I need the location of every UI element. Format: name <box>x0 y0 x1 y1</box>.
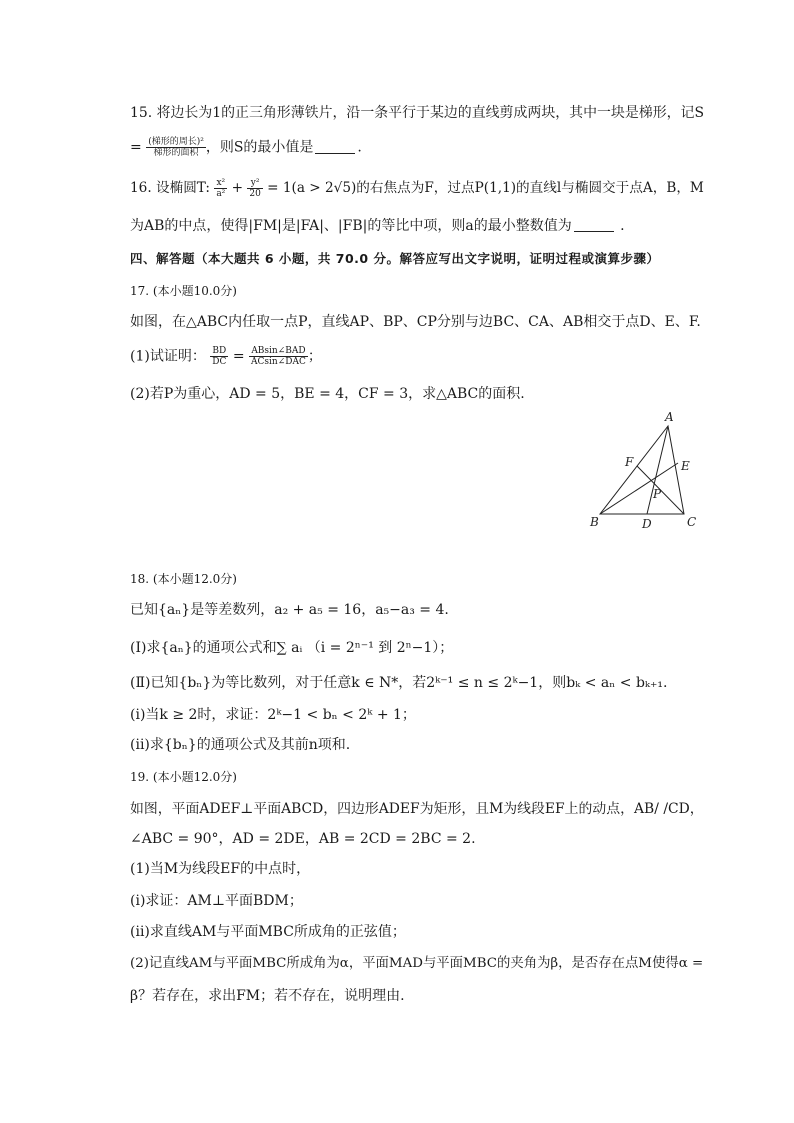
q19-line1 <box>130 799 704 819</box>
q18-part2i-text: (i)当k ≥ 2时，求证：2ᵏ−1 < bₙ < 2ᵏ + 1； <box>130 707 416 723</box>
q15-line1 <box>130 103 704 123</box>
q15-text: 15. 将边长为1的正三角形薄铁片，沿一条平行于某边的直线剪成两块，其中一块是梯形，记S <box>130 105 704 121</box>
q16-x-den: a² <box>216 189 226 199</box>
q19-head <box>130 767 237 787</box>
q17-line1 <box>130 312 701 332</box>
q19-stem2: ∠ABC = 90°，AD = 2DE，AB = 2CD = 2BC = 2. <box>130 831 476 847</box>
q18-part1 <box>130 638 453 658</box>
q19-part2-text1: (2)记直线AM与平面MBC所成角为α，平面MAD与平面MBC的夹角为β，是否存在点M使得α = <box>130 956 704 971</box>
q18-head <box>130 569 237 589</box>
q15-line2 <box>130 137 362 158</box>
label-f: F <box>625 455 634 469</box>
q19-part2-line1 <box>130 954 703 974</box>
q19-line2 <box>130 829 476 849</box>
q17-part1-head: (1)试证明： <box>130 348 206 365</box>
section-4-text: 四、解答题（本大题共 6 小题，共 70.0 分。解答应写出文字说明，证明过程或演算步骤） <box>130 251 660 266</box>
q17-head <box>130 281 237 301</box>
q19-part1ii <box>130 922 406 942</box>
section-4-heading <box>130 249 659 269</box>
q17-rhs-num: ABsin∠BAD <box>249 346 308 357</box>
q15-fraction <box>146 137 206 158</box>
q18-part2 <box>130 673 667 693</box>
q17-lhs-fraction <box>210 346 228 367</box>
q15-eq: = <box>130 139 142 156</box>
q18-part2ii-text: (ii)求{bₙ}的通项公式及其前n项和. <box>130 737 351 753</box>
q17-part1-end: ； <box>307 348 322 365</box>
q19-part2-text2: β？若存在，求出FM；若不存在，说明理由. <box>130 988 405 1004</box>
q17-stem: 如图，在△ABC内任取一点P，直线AP、BP、CP分别与边BC、CA、AB相交于点D、E、F. <box>130 314 701 330</box>
q16-line1 <box>130 178 704 199</box>
q19-part1i-text: (ⅰ)求证：AM⊥平面BDM； <box>130 893 303 909</box>
label-e: E <box>681 459 690 473</box>
q16-y-fraction <box>247 178 262 199</box>
q16-y-num: y² <box>247 178 262 189</box>
q17-lhs-num: BD <box>210 346 228 357</box>
q19-stem1: 如图，平面ADEF⊥平面ABCD，四边形ADEF为矩形，且M为线段EF上的动点，AB/ /CD， <box>130 801 704 817</box>
q17-rhs-fraction <box>249 346 308 367</box>
label-d: D <box>642 517 652 531</box>
q19-part1 <box>130 859 310 879</box>
q16-x-num: x² <box>214 178 227 189</box>
q15-frac-num: (梯形的周长)² <box>148 137 204 147</box>
q19-part1-text: (1)当M为线段EF的中点时， <box>130 861 311 877</box>
q16-x-fraction <box>214 178 227 199</box>
q18-part2-text: (Ⅱ)已知{bₙ}为等比数列，对于任意k ∈ N*，若2ᵏ⁻¹ ≤ n ≤ 2ᵏ−1，则bₖ < aₙ < bₖ₊₁. <box>130 675 668 691</box>
q16-y-den: 20 <box>249 189 261 199</box>
q16-end: . <box>620 218 625 234</box>
segment-be <box>600 463 678 514</box>
q16-answer-blank <box>574 217 614 232</box>
q18-line1 <box>130 600 449 620</box>
q18-part2ii <box>130 735 350 755</box>
triangle-figure <box>585 408 705 533</box>
q17-part1 <box>130 346 322 367</box>
q15-frac-den: 梯形的面积 <box>153 148 199 158</box>
q19-head-text: 19. (本小题12.0分) <box>130 770 237 784</box>
q17-eq: = <box>232 348 245 365</box>
q17-head-text: 17. (本小题10.0分) <box>130 284 237 298</box>
q16-head: 16. 设椭圆T: <box>130 180 210 196</box>
q16-text2: 为AB的中点，使得|FM|是|FA|、|FB|的等比中项，则a的最小整数值为 <box>130 218 572 234</box>
label-c: C <box>687 515 697 529</box>
label-a: A <box>665 410 674 424</box>
q18-stem: 已知{aₙ}是等差数列，a₂ + a₅ = 16，a₅−a₃ = 4. <box>130 602 449 618</box>
q16-plus: + <box>231 180 244 196</box>
q18-part1-text: (Ⅰ)求{aₙ}的通项公式和∑ aᵢ （i = 2ⁿ⁻¹ 到 2ⁿ−1）； <box>130 640 454 656</box>
q16-line2 <box>130 216 625 236</box>
label-b: B <box>590 515 599 529</box>
q17-part2-text: (2)若P为重心，AD = 5，BE = 4，CF = 3，求△ABC的面积. <box>130 386 525 402</box>
q15-tail: ，则S的最小值是 <box>205 139 314 156</box>
q18-head-text: 18. (本小题12.0分) <box>130 572 237 586</box>
q17-part2 <box>130 384 525 404</box>
label-p: P <box>653 487 662 501</box>
q19-part2-line2 <box>130 986 405 1006</box>
q18-part2i <box>130 705 416 725</box>
q17-lhs-den: DC <box>212 357 227 367</box>
q15-end: . <box>357 139 362 156</box>
q15-answer-blank <box>315 139 355 154</box>
q19-part1i <box>130 891 303 911</box>
q17-rhs-den: ACsin∠DAC <box>251 357 306 367</box>
q19-part1ii-text: (ⅱ)求直线AM与平面MBC所成角的正弦值； <box>130 924 406 940</box>
q16-tail: = 1(a > 2√5)的右焦点为F，过点P(1,1)的直线l与椭圆交于点A，B，M <box>267 180 704 196</box>
